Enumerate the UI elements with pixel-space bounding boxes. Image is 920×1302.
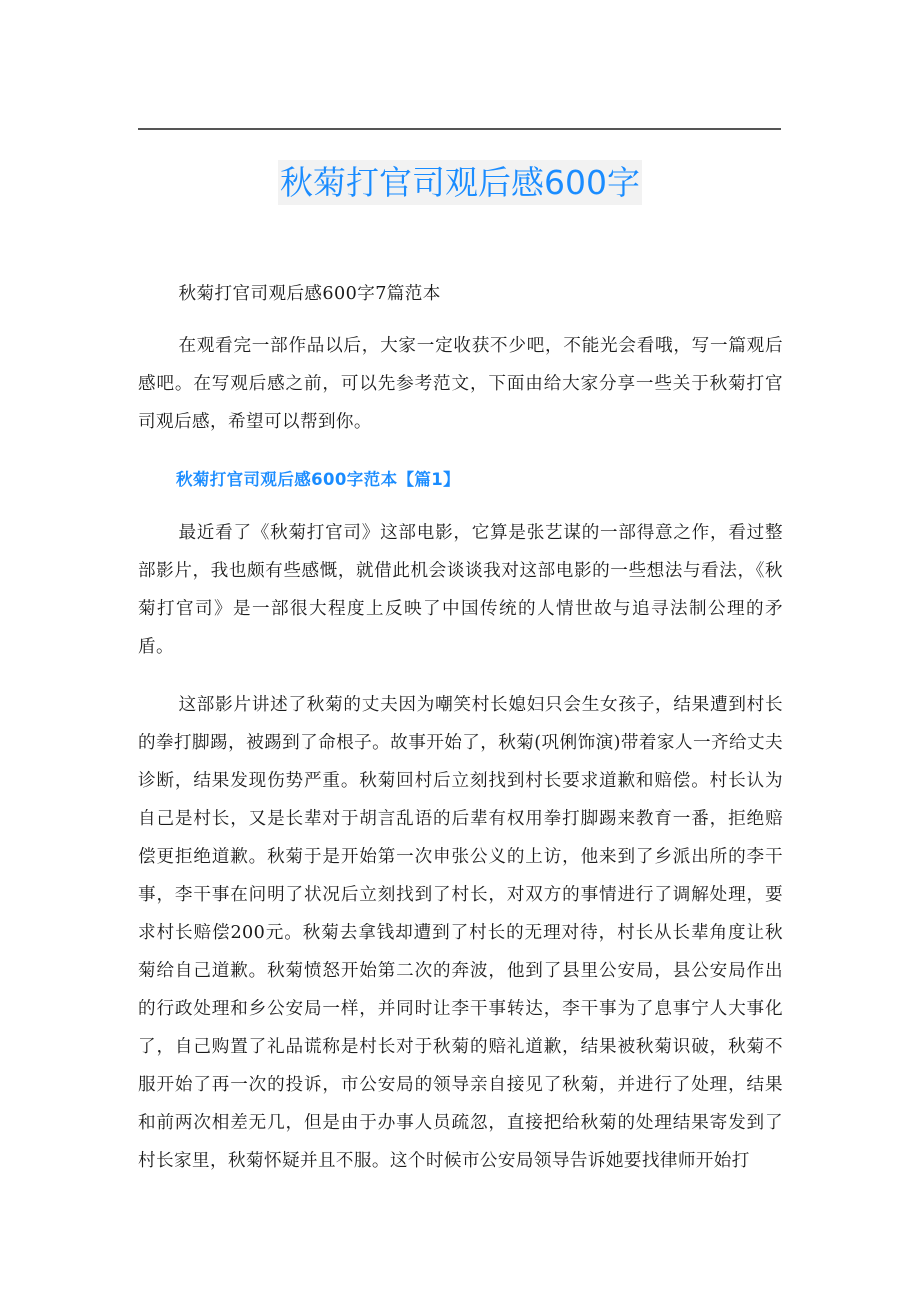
paragraph-1-block xyxy=(138,514,783,666)
body-paragraph: 最近看了《秋菊打官司》这部电影，它算是张艺谋的一部得意之作，看过整部影片，我也颇有些感慨，就借此机会谈谈我对这部电影的一些想法与看法，《秋菊打官司》是一部很大程度上反映了中国传统的人情世故与追寻法制公理的矛盾。 xyxy=(138,523,783,657)
intro-paragraph: 在观看完一部作品以后，大家一定收获不少吧，不能光会看哦，写一篇观后感吧。在写观后感之前，可以先参考范文，下面由给大家分享一些关于秋菊打官司观后感，希望可以帮到你。 xyxy=(138,336,783,432)
intro-paragraph-block xyxy=(138,327,783,441)
section-heading: 秋菊打官司观后感600字范本【篇1】 xyxy=(175,470,461,489)
title-container xyxy=(0,160,920,205)
body-paragraph: 这部影片讲述了秋菊的丈夫因为嘲笑村长媳妇只会生女孩子，结果遭到村长的拳打脚踢，被踢到了命根子。故事开始了，秋菊(巩俐饰演)带着家人一齐给丈夫诊断，结果发现伤势严重。秋菊回村后立刻找到村长要求道歉和赔偿。村长认为自己是村长，又是长辈对于胡言乱语的后辈有权用拳打脚踢来教育一番，拒绝赔偿更拒绝道歉。秋菊于是开始第一次申张公义的上访，他来到了乡派出所的李干事，李干事在问明了状况后立刻找到了村长，对双方的事情进行了调解处理，要求村长赔偿200元。秋菊去拿钱却遭到了村长的无理对待，村长从长辈角度让秋菊给自己道歉。秋菊愤怒开始第二次的奔波，他到了县里公安局，县公安局作出的行政处理和乡公安局一样，并同时让李干事转达，李干事为了息事宁人大事化了，自己购置了礼品谎称是村长对于秋菊的赔礼道歉，结果被秋菊识破，秋菊不服开始了再一次的投诉，市公安局的领导亲自接见了秋菊，并进行了处理，结果和前两次相差无几，但是由于办事人员疏忽，直接把给秋菊的处理结果寄发到了村长家里，秋菊怀疑并且不服。这个时候市公安局领导告诉她要找律师开始打 xyxy=(138,695,783,1171)
header-rule xyxy=(138,128,781,130)
intro-line: 秋菊打官司观后感600字7篇范本 xyxy=(178,284,441,304)
paragraph-2-block xyxy=(138,686,783,1180)
page-title: 秋菊打官司观后感600字 xyxy=(278,160,642,205)
intro-line-block xyxy=(138,275,783,313)
section-heading-block xyxy=(138,461,783,499)
